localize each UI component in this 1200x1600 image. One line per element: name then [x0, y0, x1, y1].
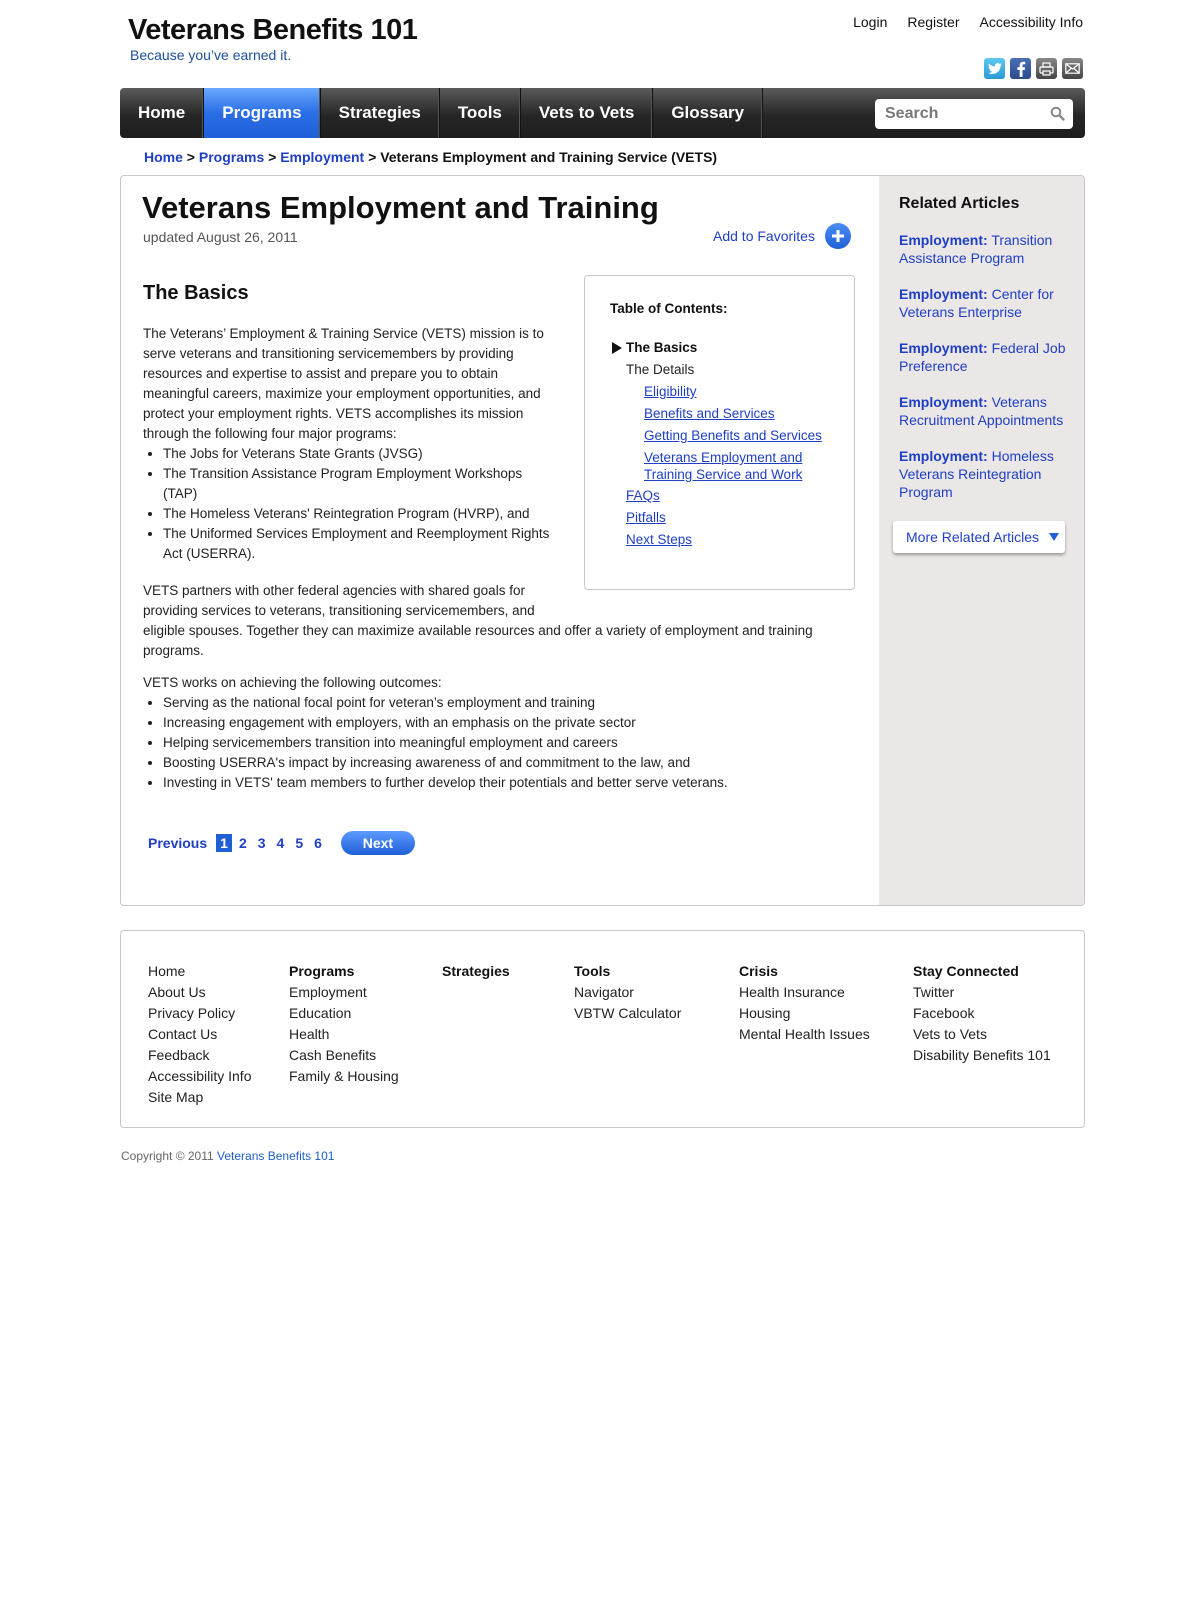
footer-link[interactable]: Facebook	[913, 1005, 975, 1021]
table-of-contents	[584, 275, 855, 590]
nav-strategies[interactable]: Strategies	[321, 88, 440, 138]
related-article-link[interactable]	[899, 231, 1069, 267]
footer-column-crisis	[739, 961, 870, 1045]
footer-link[interactable]: Vets to Vets	[913, 1026, 987, 1042]
footer-link[interactable]: Health	[289, 1026, 330, 1042]
related-article-title: Veterans Recruitment Appointments	[899, 394, 1064, 428]
more-related-articles-button[interactable]	[893, 521, 1065, 553]
twitter-icon[interactable]	[984, 58, 1005, 79]
list-item: • The Uniformed Services Employment and Reemployment Rights Act (USERRA).	[163, 524, 553, 564]
page-6[interactable]: 6	[314, 835, 322, 851]
content-panel	[120, 175, 1085, 906]
footer	[120, 930, 1085, 1128]
site-title[interactable]: Veterans Benefits 101	[128, 14, 418, 46]
footer-heading[interactable]: Stay Connected	[913, 963, 1019, 979]
footer-heading[interactable]: Programs	[289, 963, 355, 979]
toc-link-eligibility[interactable]: Eligibility	[644, 384, 697, 399]
footer-link[interactable]: Contact Us	[148, 1026, 218, 1042]
toc-link-vets-and-work[interactable]: Veterans Employment and Training Service and Work	[644, 450, 803, 482]
footer-link[interactable]: Mental Health Issues	[739, 1026, 870, 1042]
toc-item-the-basics[interactable]: The Basics	[626, 340, 698, 355]
related-article-category: Employment:	[899, 232, 988, 248]
outcomes-list	[143, 693, 863, 793]
footer-column-programs	[289, 961, 399, 1087]
search-icon[interactable]	[1050, 106, 1065, 126]
breadcrumb	[144, 149, 717, 165]
intro-text: The Veterans’ Employment & Training Service (VETS) mission is to serve veterans and transitioning servicemembers by providing resources and expertise to assist and prepare you to obtain meaningful careers, maximize your employment opportunities, and protect your employment rights. VETS accomplishes its mission through the following four major programs:	[143, 326, 544, 441]
footer-link[interactable]: Cash Benefits	[289, 1047, 377, 1063]
related-article-title: Transition Assistance Program	[899, 232, 1053, 266]
page-2[interactable]: 2	[238, 835, 247, 851]
footer-heading[interactable]: Crisis	[739, 963, 778, 979]
footer-link[interactable]: Privacy Policy	[148, 1005, 236, 1021]
related-article-link[interactable]	[899, 285, 1069, 321]
tagline: Because you’ve earned it.	[130, 47, 292, 63]
print-icon[interactable]	[1036, 58, 1057, 79]
breadcrumb-programs[interactable]: Programs	[198, 149, 265, 165]
toc-current-marker-icon	[612, 341, 622, 358]
breadcrumb-separator: >	[368, 149, 377, 165]
toc-item-the-details[interactable]: The Details	[626, 362, 695, 377]
footer-link[interactable]: Accessibility Info	[148, 1068, 252, 1084]
page-5[interactable]: 5	[295, 835, 304, 851]
nav-tools[interactable]: Tools	[440, 88, 521, 138]
email-icon[interactable]	[1062, 58, 1083, 79]
add-to-favorites-button[interactable]	[713, 223, 851, 249]
list-item: • Boosting USERRA's impact by increasing awareness of and commitment to the law, and	[163, 753, 863, 773]
footer-link[interactable]: Health Insurance	[739, 984, 845, 1000]
footer-link[interactable]: Employment	[289, 984, 367, 1000]
footer-link[interactable]: Housing	[739, 1005, 791, 1021]
related-article-link[interactable]	[899, 447, 1069, 501]
nav-glossary[interactable]: Glossary	[653, 88, 763, 138]
section-heading: The Basics	[143, 282, 249, 304]
updated-date: updated August 26, 2011	[143, 229, 298, 245]
footer-heading[interactable]: Tools	[574, 963, 611, 979]
search-box	[875, 99, 1073, 129]
plus-icon	[825, 223, 851, 249]
chevron-down-icon	[1049, 533, 1059, 541]
accessibility-info-link[interactable]: Accessibility Info	[979, 14, 1083, 30]
related-article-title: Federal Job Preference	[899, 340, 1066, 374]
footer-column-tools	[574, 961, 681, 1024]
nav-vets-to-vets[interactable]: Vets to Vets	[521, 88, 653, 138]
list-item: • The Homeless Veterans' Reintegration Program (HVRP), and	[163, 504, 553, 524]
breadcrumb-separator: >	[268, 149, 277, 165]
toc-heading: Table of Contents:	[610, 301, 728, 316]
list-item: • Serving as the national focal point for veteran’s employment and training	[163, 693, 863, 713]
nav-home[interactable]: Home	[120, 88, 204, 138]
copyright-text: Copyright © 2011	[121, 1149, 214, 1163]
related-article-title: Center for Veterans Enterprise	[899, 286, 1054, 320]
breadcrumb-employment[interactable]: Employment	[280, 149, 365, 165]
outcomes-intro: VETS works on achieving the following outcomes:	[143, 675, 442, 690]
footer-link[interactable]: Education	[289, 1005, 352, 1021]
facebook-icon[interactable]	[1010, 58, 1031, 79]
list-item: • Investing in VETS' team members to further develop their potentials and better serve veterans.	[163, 773, 863, 793]
add-to-favorites-label: Add to Favorites	[713, 228, 815, 244]
toc-link-benefits-and-services[interactable]: Benefits and Services	[644, 406, 775, 421]
partners-paragraph	[143, 581, 843, 661]
footer-link[interactable]: Twitter	[913, 984, 955, 1000]
related-article-link[interactable]	[899, 339, 1069, 375]
toc-link-getting-benefits[interactable]: Getting Benefits and Services	[644, 428, 822, 443]
partners-text-end: eligible spouses. Together they can maximize available resources and offer a variety of employment and training programs.	[143, 623, 813, 658]
footer-link[interactable]: VBTW Calculator	[574, 1005, 682, 1021]
footer-link[interactable]: Site Map	[148, 1089, 204, 1105]
intro-paragraph	[143, 324, 553, 564]
login-link[interactable]: Login	[853, 14, 888, 30]
list-item: • Increasing engagement with employers, with an emphasis on the private sector	[163, 713, 863, 733]
related-articles-heading: Related Articles	[899, 195, 1020, 212]
list-item: • The Jobs for Veterans State Grants (JVSG)	[163, 444, 553, 464]
page-3[interactable]: 3	[257, 835, 266, 851]
page-1[interactable]: 1	[216, 834, 232, 852]
footer-link[interactable]: Disability Benefits 101	[913, 1047, 1051, 1063]
footer-column-stay-connected	[913, 961, 1051, 1066]
breadcrumb-home[interactable]: Home	[144, 149, 183, 165]
partners-text-start: VETS partners with other federal agencies with shared goals for providing services to veterans, transitioning servicemembers, and	[143, 583, 535, 618]
page-4[interactable]: 4	[276, 835, 285, 851]
copyright	[121, 1149, 334, 1163]
programs-list	[143, 444, 553, 564]
nav-programs[interactable]: Programs	[204, 88, 320, 138]
footer-link[interactable]: Family & Housing	[289, 1068, 399, 1084]
footer-link[interactable]: Home	[148, 963, 186, 979]
outcomes-paragraph	[143, 673, 863, 793]
page-title: Veterans Employment and Training	[142, 190, 659, 225]
related-article-link[interactable]	[899, 393, 1074, 429]
footer-link[interactable]: Feedback	[148, 1047, 210, 1063]
related-articles-sidebar	[879, 176, 1084, 905]
previous-button[interactable]: Previous	[148, 835, 208, 851]
related-article-title: Homeless Veterans Reintegration Program	[899, 448, 1054, 500]
list-item: • Helping servicemembers transition into meaningful employment and careers	[163, 733, 863, 753]
footer-link[interactable]: Navigator	[574, 984, 634, 1000]
main-nav	[120, 88, 1085, 138]
footer-heading[interactable]: Strategies	[442, 963, 510, 979]
more-related-articles-label: More Related Articles	[906, 529, 1040, 545]
related-article-category: Employment:	[899, 394, 988, 410]
breadcrumb-current: Veterans Employment and Training Service (VETS)	[380, 149, 718, 165]
search-input[interactable]	[883, 104, 1043, 124]
footer-column-strategies	[442, 961, 510, 982]
list-item: • The Transition Assistance Program Employment Workshops (TAP)	[163, 464, 553, 504]
toc-link-pitfalls[interactable]: Pitfalls	[626, 510, 666, 525]
footer-column-site	[148, 961, 251, 1108]
related-article-category: Employment:	[899, 448, 988, 464]
related-article-category: Employment:	[899, 340, 988, 356]
top-links	[853, 14, 1083, 30]
register-link[interactable]: Register	[907, 14, 960, 30]
next-button[interactable]: Next	[341, 831, 415, 855]
related-article-category: Employment:	[899, 286, 988, 302]
toc-link-faqs[interactable]: FAQs	[626, 488, 660, 503]
social-icons	[984, 58, 1083, 79]
toc-link-next-steps[interactable]: Next Steps	[626, 532, 693, 547]
footer-link[interactable]: About Us	[148, 984, 206, 1000]
copyright-site-link[interactable]: Veterans Benefits 101	[217, 1149, 335, 1163]
breadcrumb-separator: >	[186, 149, 195, 165]
pagination	[148, 831, 415, 855]
